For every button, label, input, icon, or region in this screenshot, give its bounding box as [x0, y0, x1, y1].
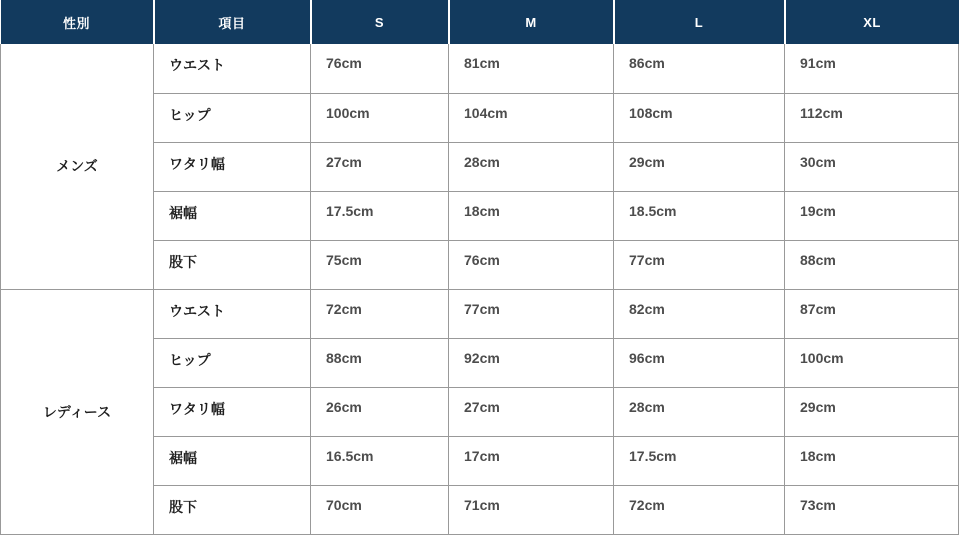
table-row — [1, 289, 959, 338]
value-cell: 17cm — [449, 436, 614, 485]
value-cell: 19cm — [785, 191, 959, 240]
value-cell: 71cm — [449, 485, 614, 534]
size-table-body — [1, 44, 959, 534]
value-cell: 87cm — [785, 289, 959, 338]
value-cell: 88cm — [311, 338, 449, 387]
value-cell: 108cm — [614, 93, 785, 142]
value-cell: 16.5cm — [311, 436, 449, 485]
item-cell: 裾幅 — [154, 191, 311, 240]
table-row — [1, 44, 959, 93]
value-cell: 76cm — [449, 240, 614, 289]
value-cell: 27cm — [311, 142, 449, 191]
value-cell: 104cm — [449, 93, 614, 142]
value-cell: 28cm — [614, 387, 785, 436]
item-cell: 股下 — [154, 240, 311, 289]
header-cell-item: 項目 — [154, 0, 311, 44]
value-cell: 100cm — [785, 338, 959, 387]
header-cell-size-xl: XL — [785, 0, 959, 44]
value-cell: 88cm — [785, 240, 959, 289]
item-cell: ワタリ幅 — [154, 387, 311, 436]
table-header — [1, 0, 959, 44]
value-cell: 26cm — [311, 387, 449, 436]
item-cell: ウエスト — [154, 44, 311, 93]
value-cell: 28cm — [449, 142, 614, 191]
value-cell: 30cm — [785, 142, 959, 191]
value-cell: 92cm — [449, 338, 614, 387]
value-cell: 77cm — [614, 240, 785, 289]
gender-cell: レディース — [1, 289, 154, 534]
value-cell: 91cm — [785, 44, 959, 93]
value-cell: 18cm — [449, 191, 614, 240]
value-cell: 76cm — [311, 44, 449, 93]
value-cell: 72cm — [614, 485, 785, 534]
value-cell: 29cm — [785, 387, 959, 436]
value-cell: 70cm — [311, 485, 449, 534]
value-cell: 77cm — [449, 289, 614, 338]
value-cell: 18.5cm — [614, 191, 785, 240]
item-cell: 裾幅 — [154, 436, 311, 485]
value-cell: 27cm — [449, 387, 614, 436]
value-cell: 81cm — [449, 44, 614, 93]
value-cell: 17.5cm — [614, 436, 785, 485]
item-cell: ヒップ — [154, 338, 311, 387]
item-cell: ワタリ幅 — [154, 142, 311, 191]
value-cell: 73cm — [785, 485, 959, 534]
value-cell: 112cm — [785, 93, 959, 142]
value-cell: 100cm — [311, 93, 449, 142]
value-cell: 75cm — [311, 240, 449, 289]
value-cell: 17.5cm — [311, 191, 449, 240]
header-cell-size-s: S — [311, 0, 449, 44]
item-cell: 股下 — [154, 485, 311, 534]
header-row — [1, 0, 959, 44]
value-cell: 86cm — [614, 44, 785, 93]
header-cell-gender: 性別 — [1, 0, 154, 44]
item-cell: ヒップ — [154, 93, 311, 142]
header-cell-size-l: L — [614, 0, 785, 44]
value-cell: 96cm — [614, 338, 785, 387]
item-cell: ウエスト — [154, 289, 311, 338]
value-cell: 29cm — [614, 142, 785, 191]
header-cell-size-m: M — [449, 0, 614, 44]
value-cell: 18cm — [785, 436, 959, 485]
value-cell: 72cm — [311, 289, 449, 338]
gender-cell: メンズ — [1, 44, 154, 289]
value-cell: 82cm — [614, 289, 785, 338]
